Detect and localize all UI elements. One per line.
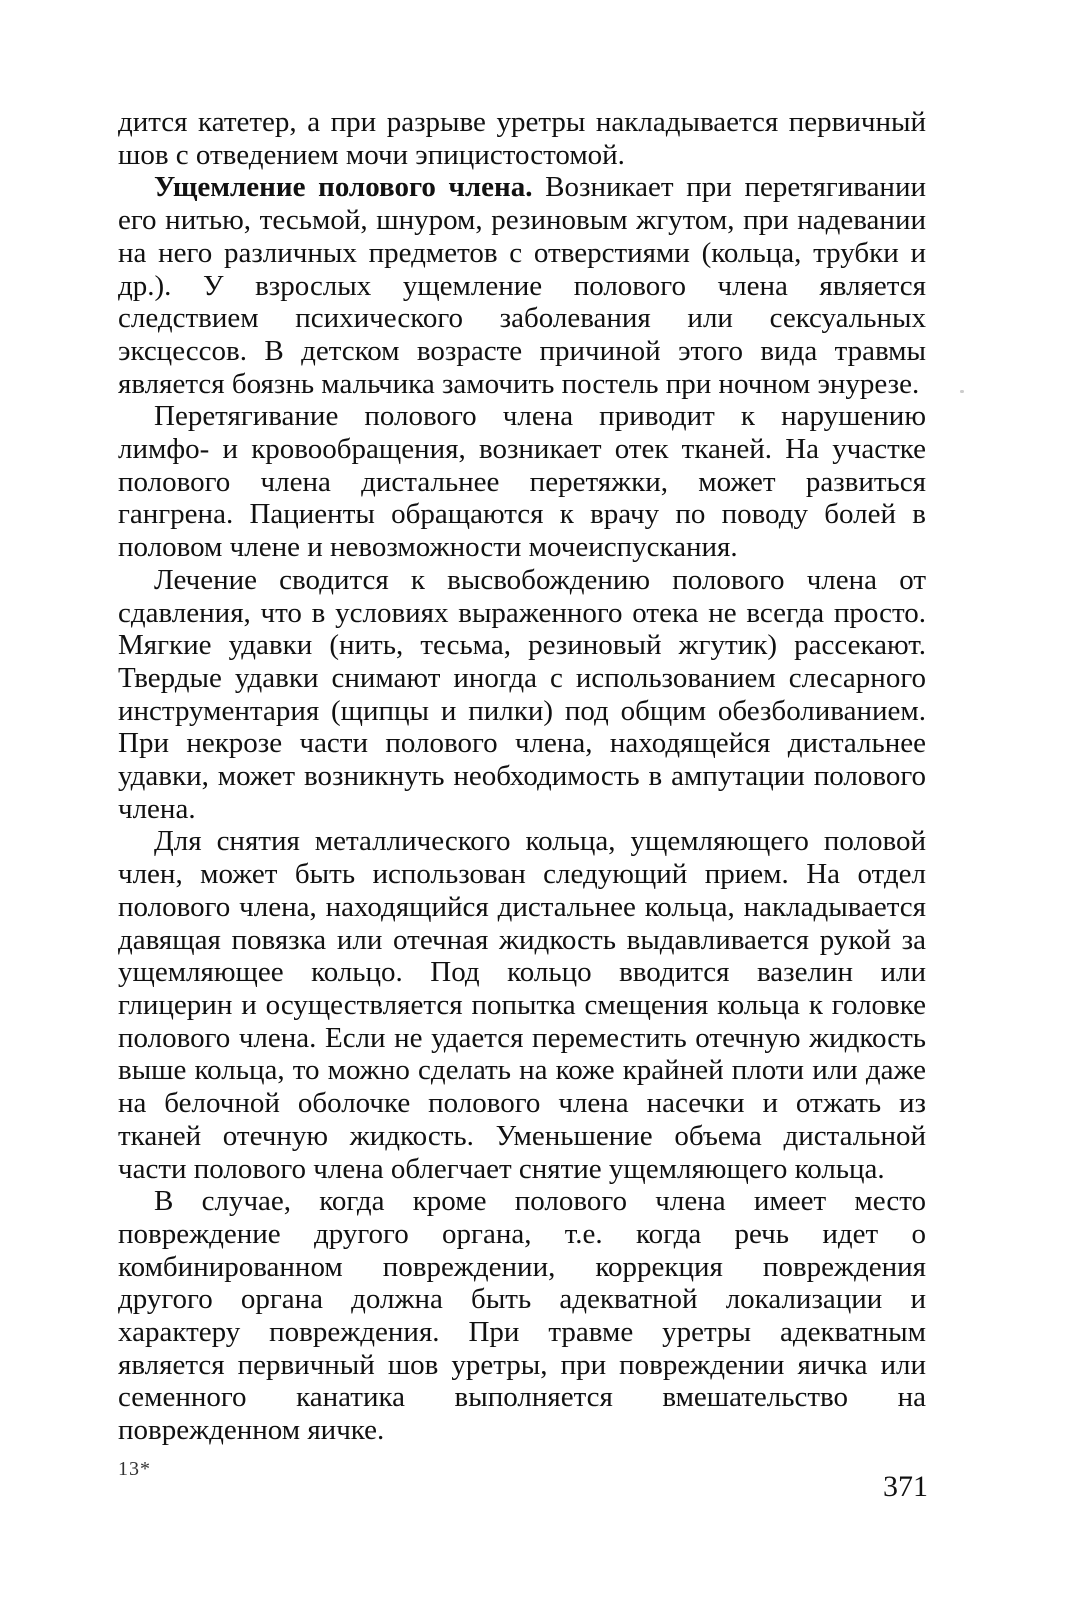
- paragraph-4: [118, 564, 926, 826]
- paragraph-2-text: Возникает при перетягивании его нитью, тесьмой, шнуром, резиновым жгутом, при надевании на него различных предметов с отверстиями (кольца, трубки и др.). У взрослых ущемление полового члена является следствием психического заболевания или сексуальных эксцессов. В детском возрасте причиной этого вида травмы является боязнь мальчика замочить постель при ночном энурезе.: [118, 171, 926, 400]
- paragraph-5-text: Для снятия металлического кольца, ущемляющего половой член, может быть использован следующий прием. На отдел полового члена, находящийся дистальнее кольца, накладывается давящая повязка или отечная жидкость выдавливается рукой за ущемляющее кольцо. Под кольцо вводится вазелин или глицерин и осуществляется попытка смещения кольца к головке полового члена. Если не удается переместить отечную жидкость выше кольца, то можно сделать на коже крайней плоти или даже на белочной оболочке полового члена насечки и отжать из тканей отечную жидкость. Уменьшение объема дистальной части полового члена облегчает снятие ущемляющего кольца.: [118, 825, 926, 1185]
- paragraph-6: [118, 1185, 926, 1447]
- section-heading-penile-strangulation: Ущемление полового члена.: [154, 171, 533, 204]
- scan-speck: [960, 390, 964, 393]
- paragraph-5: [118, 825, 926, 1185]
- paragraph-1-text: дится катетер, а при разрыве уретры накладывается первичный шов с отведением мочи эпицистостомой.: [118, 106, 926, 171]
- paragraph-4-text: Лечение сводится к высвобождению полового члена от сдавления, что в условиях выраженного отека не всегда просто. Мягкие удавки (нить, тесьма, резиновый жгутик) рассекают. Твердые удавки снимают иногда с использованием слесарного инструментария (щипцы и пилки) под общим обезболиванием. При некрозе части полового члена, находящейся дистальнее удавки, может возникнуть необходимость в ампутации полового члена.: [118, 563, 926, 825]
- paragraph-1: [118, 106, 926, 171]
- body-text: [118, 106, 926, 1447]
- paragraph-2: [118, 171, 926, 400]
- signature-mark: 13*: [118, 1458, 151, 1480]
- paragraph-3-text: Перетягивание полового члена приводит к нарушению лимфо- и кровообращения, возникает отек тканей. На участке полового члена дистальнее перетяжки, может развиться гангрена. Пациенты обращаются к врачу по поводу болей в половом члене и невозможности мочеиспускания.: [118, 400, 926, 564]
- page-number: 371: [883, 1470, 928, 1503]
- paragraph-3: [118, 400, 926, 564]
- paragraph-6-text: В случае, когда кроме полового члена имеет место повреждение другого органа, т.е. когда речь идет о комбинированном повреждении, коррекция повреждения другого органа должна быть адекватной локализации и характеру повреждения. При травме уретры адекватным является первичный шов уретры, при повреждении яичка или семенного канатика выполняется вмешательство на поврежденном яичке.: [118, 1185, 926, 1447]
